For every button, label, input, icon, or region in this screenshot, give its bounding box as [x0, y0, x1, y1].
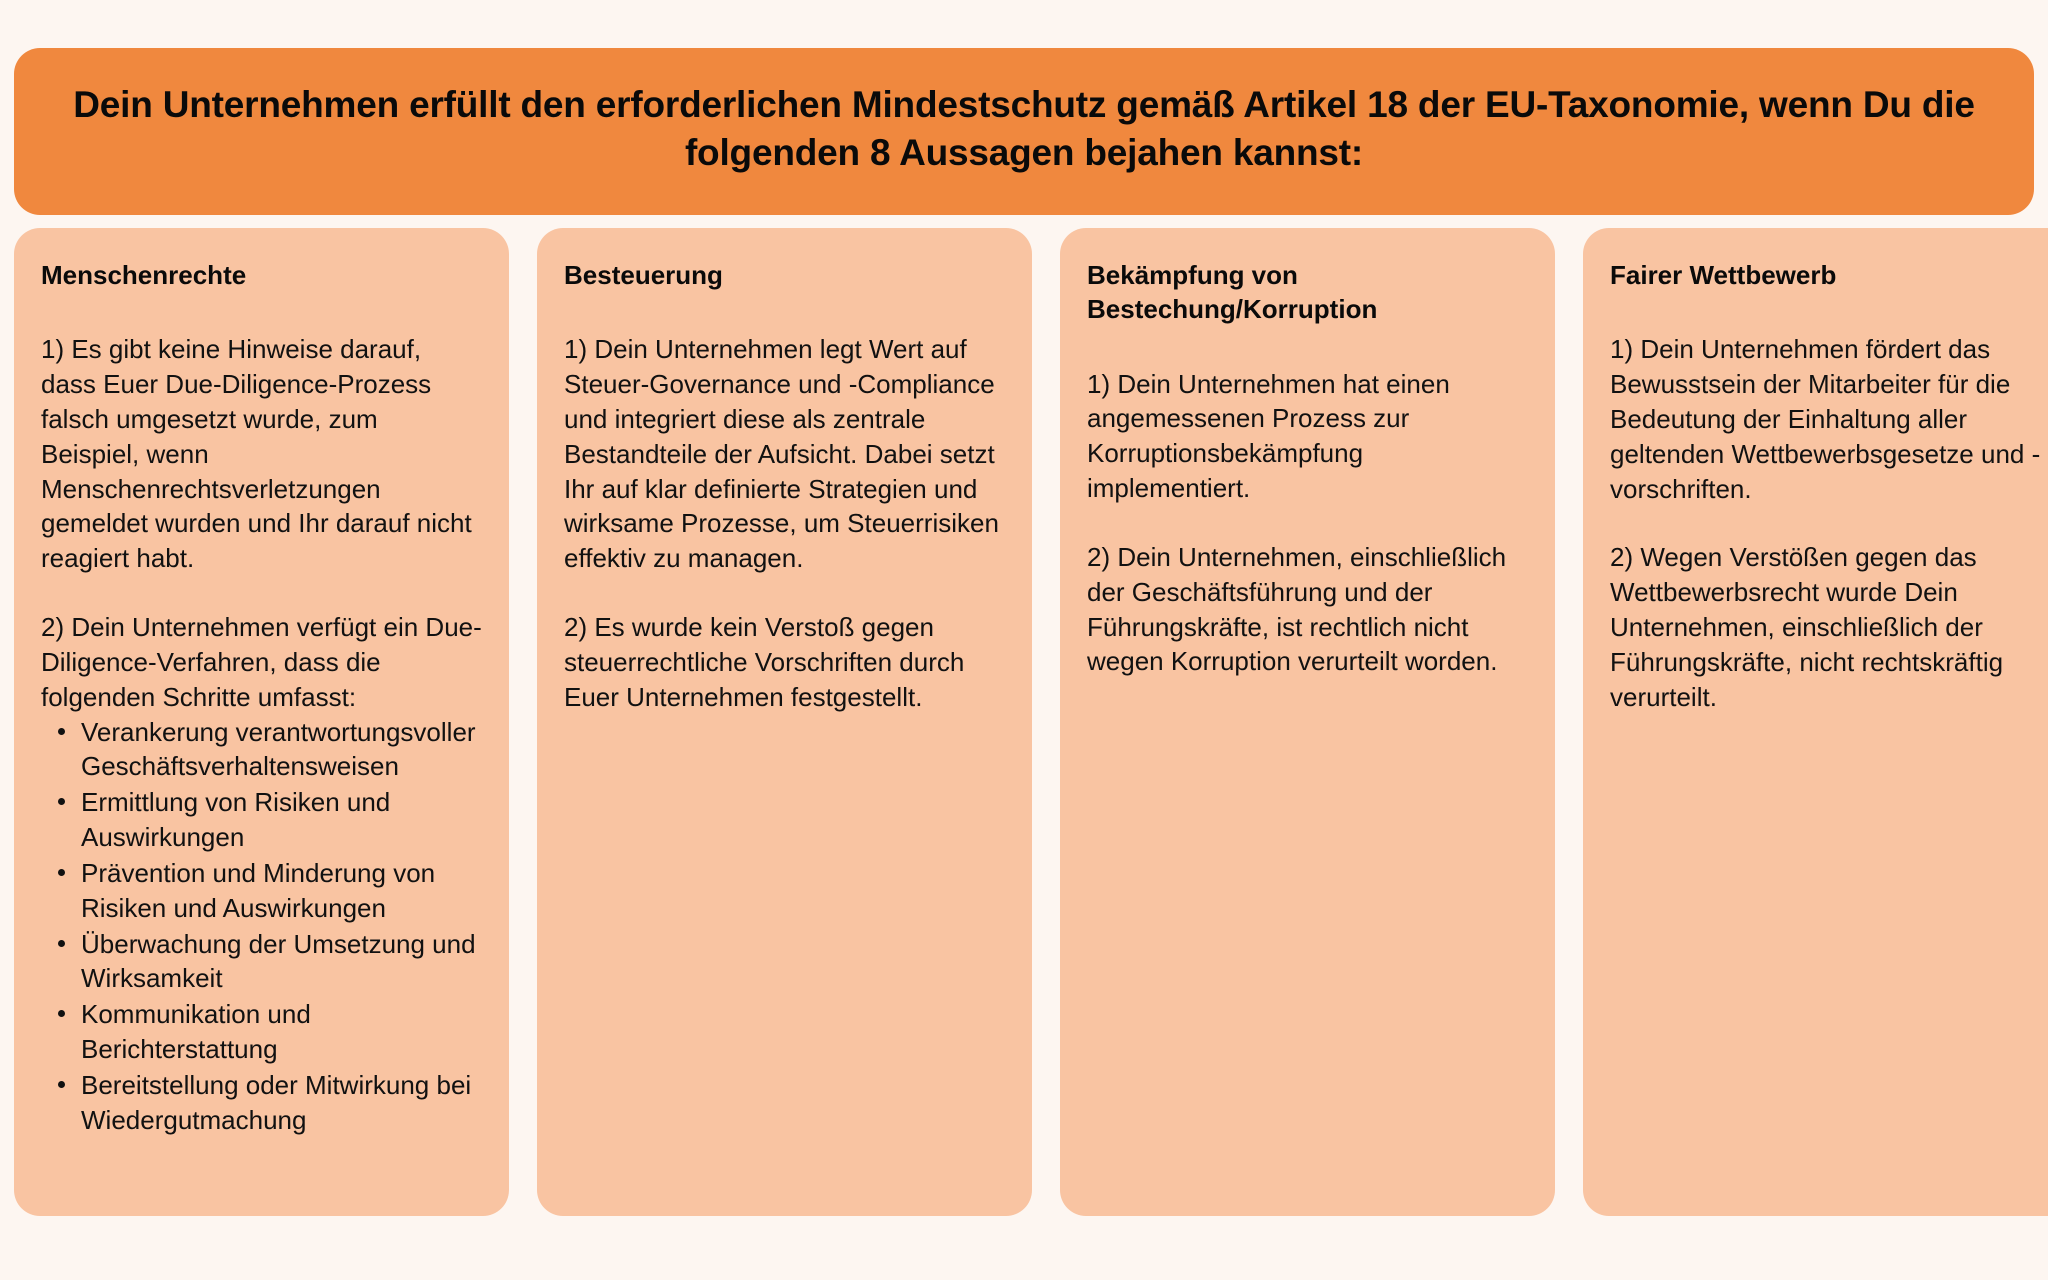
card-paragraph: 1) Dein Unternehmen legt Wert auf Steuer-Governance und -Compliance und integriert diese als zentrale Bestandteile der Aufsicht. Dabei setzt Ihr auf klar definierte Strategien und wirksame Prozesse, um Steuerrisiken effektiv zu managen. [564, 334, 999, 574]
card-fairer-wettbewerb [1583, 228, 2048, 1216]
card-paragraph: 2) Wegen Verstößen gegen das Wettbewerbsrecht wurde Dein Unternehmen, einschließlich der Führungskräfte, nicht rechtskräftig verurteilt. [1610, 542, 2004, 712]
card-title: Besteuerung [564, 260, 723, 290]
card-row [14, 228, 2041, 1216]
bullet-icon [58, 798, 65, 805]
card-paragraph: 1) Dein Unternehmen fördert das Bewusstsein der Mitarbeiter für die Bedeutung der Einhaltung aller geltenden Wettbewerbsgesetze und -vorschriften. [1610, 334, 2041, 504]
list-item-label: Prävention und Minderung von Risiken und Auswirkungen [81, 857, 436, 923]
card-besteuerung [537, 228, 1032, 1216]
steps-list [41, 715, 482, 1138]
card-body [1610, 332, 2048, 714]
list-item [41, 856, 482, 926]
bullet-icon [58, 1010, 65, 1017]
card-body [1087, 367, 1528, 680]
list-item-label: Ermittlung von Risiken und Auswirkungen [81, 787, 391, 853]
card-title: Menschenrechte [41, 260, 247, 290]
list-item-label: Verankerung verantwortungsvoller Geschäftsverhaltensweisen [81, 716, 476, 782]
bullet-icon [58, 940, 65, 947]
card-bekaempfung-bestechung-korruption [1060, 228, 1555, 1216]
card-paragraph: 1) Dein Unternehmen hat einen angemessenen Prozess zur Korruptionsbekämpfung implementiert. [1087, 368, 1450, 504]
list-item [41, 927, 482, 997]
card-paragraph: 2) Dein Unternehmen, einschließlich der Geschäftsführung und der Führungskräfte, ist rechtlich nicht wegen Korruption verurteilt worden. [1087, 541, 1507, 677]
header-banner [14, 48, 2034, 215]
list-item [41, 715, 482, 785]
card-title: Fairer Wettbewerb [1610, 260, 1837, 290]
bullet-icon [58, 728, 65, 735]
list-item-label: Kommunikation und Berichterstattung [81, 999, 311, 1065]
list-item [41, 1068, 482, 1138]
bullet-icon [58, 1081, 65, 1088]
list-item-label: Bereitstellung oder Mitwirkung bei Wiedergutmachung [81, 1069, 472, 1135]
bullet-icon [58, 869, 65, 876]
list-item [41, 785, 482, 855]
card-menschenrechte [14, 228, 509, 1216]
card-title: Bekämpfung von Bestechung/Korruption [1087, 260, 1378, 325]
list-item [41, 997, 482, 1067]
card-paragraph: 2) Es wurde kein Verstoß gegen steuerrechtliche Vorschriften durch Euer Unternehmen festgestellt. [564, 612, 965, 712]
list-item-label: Überwachung der Umsetzung und Wirksamkeit [81, 928, 476, 994]
card-paragraph: 2) Dein Unternehmen verfügt ein Due-Diligence-Verfahren, dass die folgenden Schritte umfasst: [41, 612, 482, 712]
card-body [564, 332, 1005, 714]
page-title: Dein Unternehmen erfüllt den erforderlichen Mindestschutz gemäß Artikel 18 der EU-Taxonomie, wenn Du die folgenden 8 Aussagen bejahen kannst: [73, 84, 1975, 173]
card-body [41, 332, 482, 1137]
card-paragraph: 1) Es gibt keine Hinweise darauf, dass Euer Due-Diligence-Prozess falsch umgesetzt wurde, zum Beispiel, wenn Menschenrechtsverletzungen gemeldet wurden und Ihr darauf nicht reagiert habt. [41, 334, 472, 574]
